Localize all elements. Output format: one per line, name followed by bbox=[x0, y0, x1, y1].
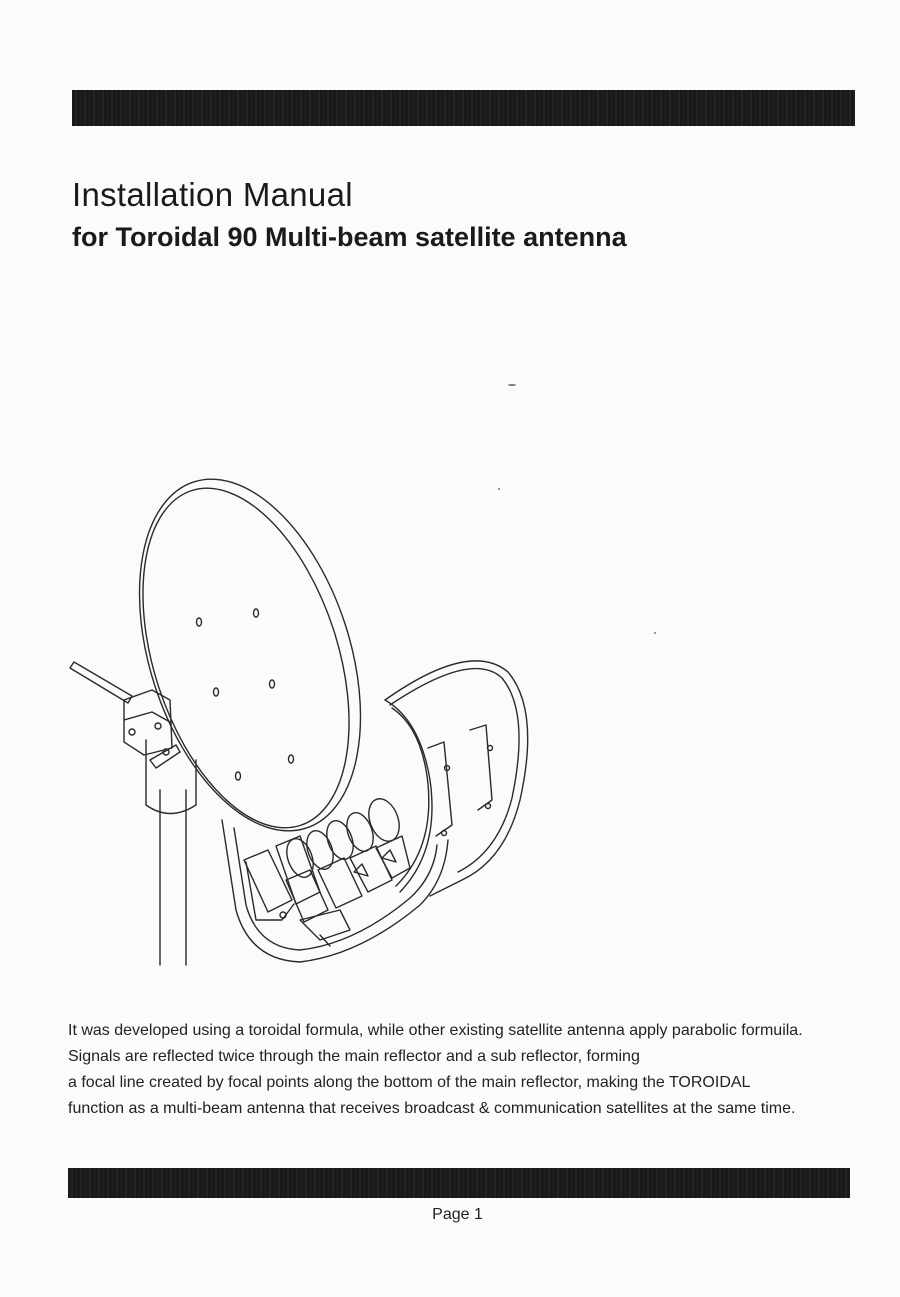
document-title: Installation Manual bbox=[72, 176, 353, 213]
scan-speck bbox=[508, 384, 516, 386]
description-text bbox=[68, 1018, 868, 1122]
satellite-antenna-illustration bbox=[60, 460, 560, 980]
support-frame bbox=[222, 820, 448, 962]
mount-arm bbox=[70, 662, 180, 768]
document-subtitle: for Toroidal 90 Multi-beam satellite antenna bbox=[72, 222, 627, 252]
mounting-pole bbox=[146, 740, 196, 965]
page-number: Page 1 bbox=[432, 1206, 483, 1223]
description-line: Signals are reflected twice through the main reflector and a sub reflector, forming bbox=[68, 1048, 640, 1065]
top-decorative-bar bbox=[72, 90, 855, 126]
description-line: a focal line created by focal points along the bottom of the main reflector, making the TOROIDAL bbox=[68, 1074, 751, 1091]
sub-reflector bbox=[385, 661, 528, 896]
description-line: function as a multi-beam antenna that receives broadcast & communication satellites at the same time. bbox=[68, 1100, 796, 1117]
scan-speck bbox=[654, 632, 656, 634]
description-line: It was developed using a toroidal formula, while other existing satellite antenna apply parabolic formuila. bbox=[68, 1022, 803, 1039]
bottom-decorative-bar bbox=[68, 1168, 850, 1198]
main-reflector bbox=[99, 460, 402, 859]
